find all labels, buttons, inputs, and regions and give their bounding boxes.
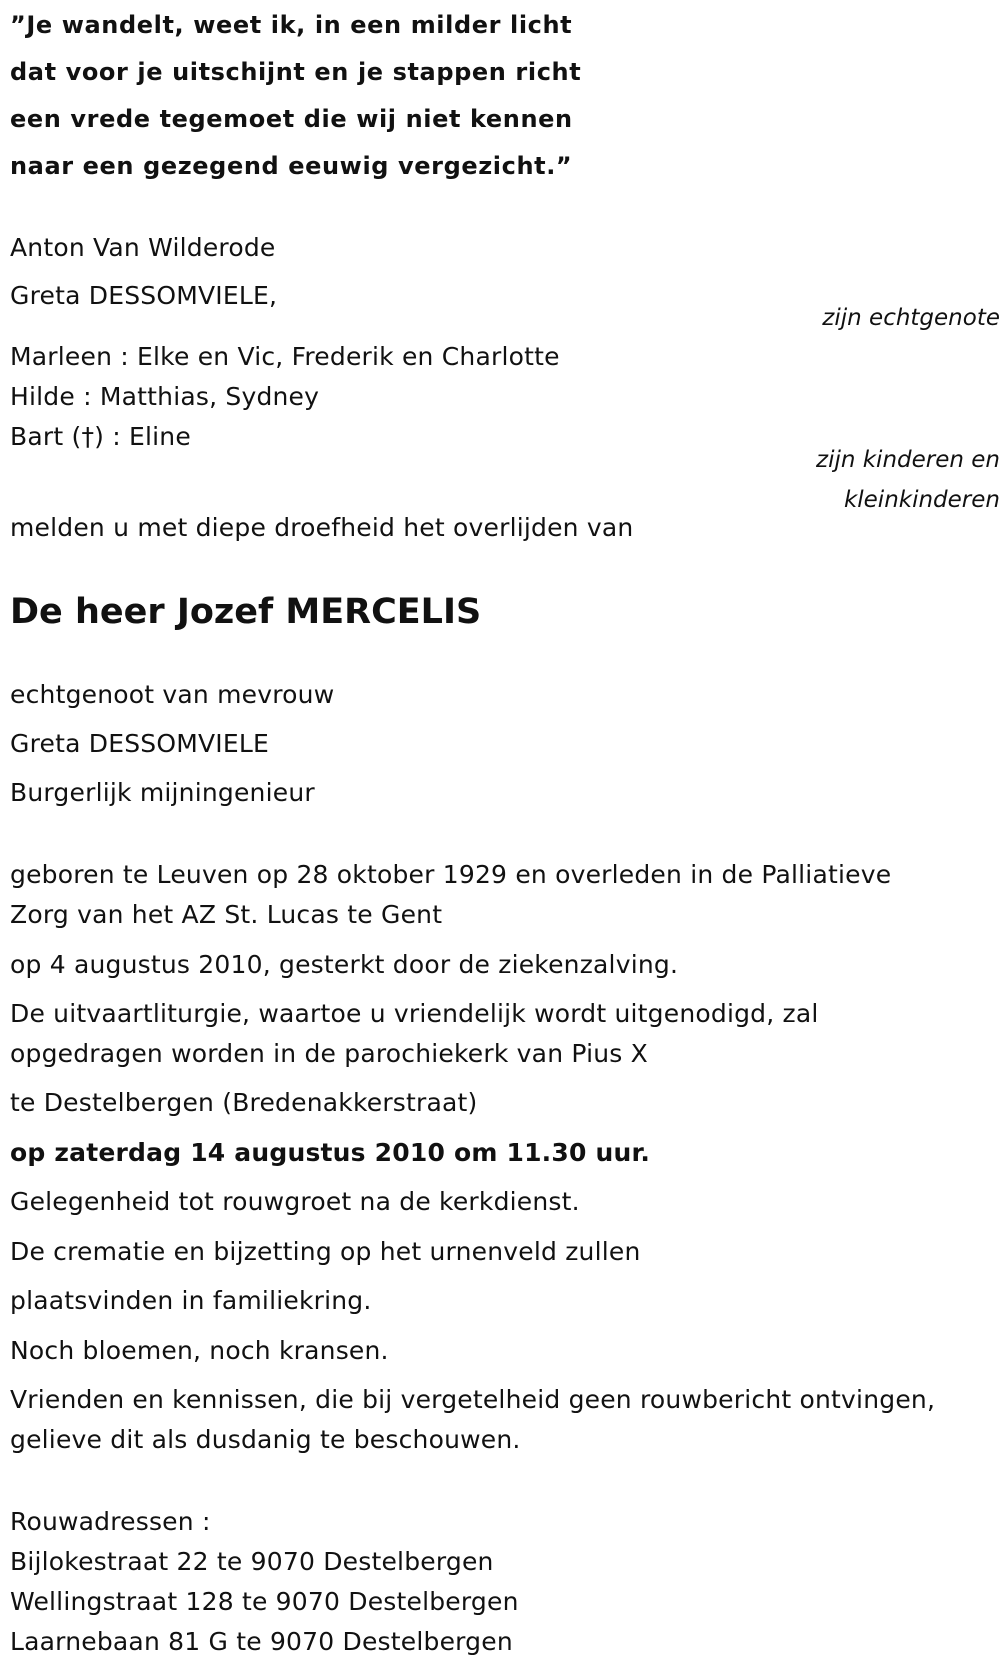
cremation-line-1: De crematie en bijzetting op het urnenveld zullen xyxy=(10,1237,641,1266)
flowers-line: Noch bloemen, noch kransen. xyxy=(10,1336,389,1365)
died-line: op 4 augustus 2010, gesterkt door de ziekenzalving. xyxy=(10,950,679,979)
born-line-2: Zorg van het AZ St. Lucas te Gent xyxy=(10,900,443,929)
friends-line-2: gelieve dit als dusdanig te beschouwen. xyxy=(10,1425,521,1454)
address-3: Laarnebaan 81 G te 9070 Destelbergen xyxy=(10,1627,513,1656)
children-note-2: kleinkinderen xyxy=(843,487,1000,513)
deceased-name: De heer Jozef MERCELIS xyxy=(10,592,482,632)
child-line-2: Hilde : Matthias, Sydney xyxy=(10,382,320,411)
child-line-1: Marleen : Elke en Vic, Frederik en Charlotte xyxy=(10,342,560,371)
detail-spouse-name: Greta DESSOMVIELE xyxy=(10,729,269,758)
friends-line-1: Vrienden en kennissen, die bij vergetelheid geen rouwbericht ontvingen, xyxy=(10,1385,936,1414)
poem-line-4: naar een gezegend eeuwig vergezicht.” xyxy=(10,152,573,180)
date-line: op zaterdag 14 augustus 2010 om 11.30 uur. xyxy=(10,1138,651,1167)
spouse-name: Greta DESSOMVIELE, xyxy=(10,281,278,310)
poem-line-1: ”Je wandelt, weet ik, in een milder licht xyxy=(10,11,573,39)
children-note-1: zijn kinderen en xyxy=(816,447,1000,473)
poem-line-3: een vrede tegemoet die wij niet kennen xyxy=(10,105,573,133)
spouse-note: zijn echtgenote xyxy=(822,305,1000,331)
detail-spouse-intro: echtgenoot van mevrouw xyxy=(10,680,335,709)
place-line: te Destelbergen (Bredenakkerstraat) xyxy=(10,1088,478,1117)
announcement: melden u met diepe droefheid het overlijden van xyxy=(10,513,634,542)
poem-line-2: dat voor je uitschijnt en je stappen richt xyxy=(10,58,582,86)
detail-profession: Burgerlijk mijningenieur xyxy=(10,778,315,807)
address-1: Bijlokestraat 22 te 9070 Destelbergen xyxy=(10,1547,494,1576)
poem-author: Anton Van Wilderode xyxy=(10,233,276,262)
address-2: Wellingstraat 128 te 9070 Destelbergen xyxy=(10,1587,519,1616)
cremation-line-2: plaatsvinden in familiekring. xyxy=(10,1286,372,1315)
born-line-1: geboren te Leuven op 28 oktober 1929 en overleden in de Palliatieve xyxy=(10,860,892,889)
liturgy-line-2: opgedragen worden in de parochiekerk van Pius X xyxy=(10,1039,649,1068)
addresses-label: Rouwadressen : xyxy=(10,1507,211,1536)
condolence-line: Gelegenheid tot rouwgroet na de kerkdienst. xyxy=(10,1187,580,1216)
liturgy-line-1: De uitvaartliturgie, waartoe u vriendelijk wordt uitgenodigd, zal xyxy=(10,999,819,1028)
child-line-3: Bart (†) : Eline xyxy=(10,422,191,451)
